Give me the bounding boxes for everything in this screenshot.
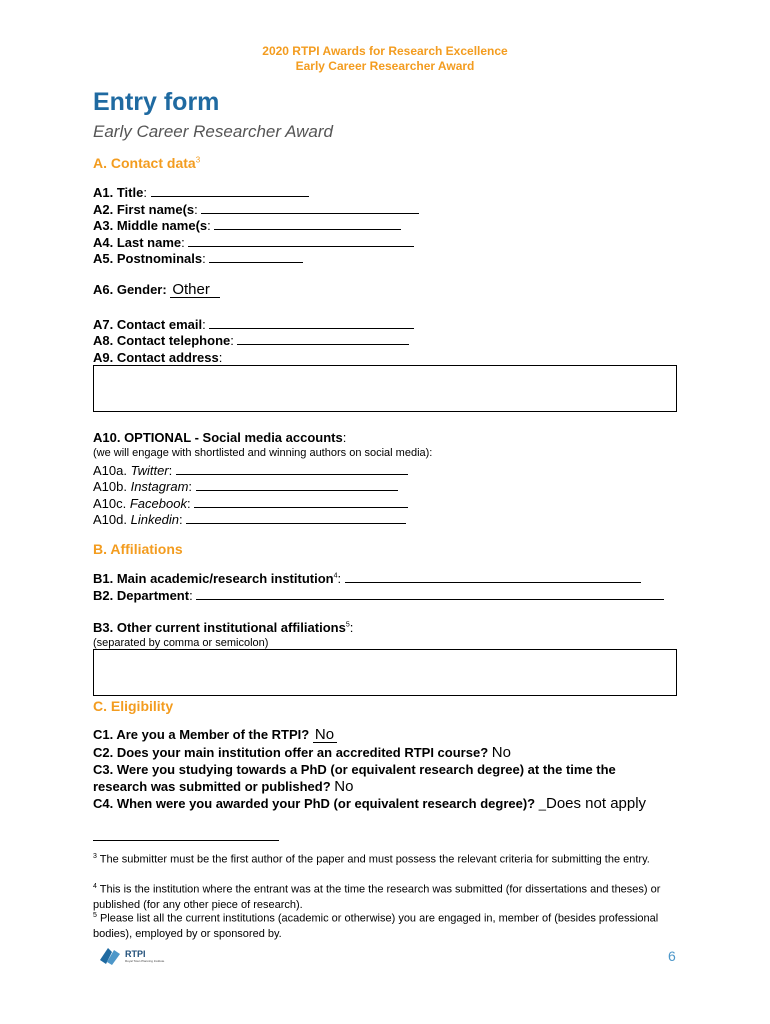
other-affiliations-textarea[interactable]	[93, 649, 677, 696]
field-a2-label: A2. First name(s	[93, 202, 195, 217]
field-b1-input[interactable]	[345, 571, 641, 583]
footnote-ref-5: 5	[345, 621, 350, 629]
field-a10c-prefix: A10c.	[93, 496, 130, 511]
footnote-3-number: 3	[93, 853, 97, 860]
field-c4-input[interactable]: Does not apply	[545, 795, 647, 812]
field-c1-label: C1. Are you a Member of the RTPI?	[93, 727, 310, 742]
contact-address-textarea[interactable]	[93, 365, 677, 412]
footnote-ref-4: 4	[333, 572, 338, 580]
footnote-3-text: The submitter must be the first author of the paper and must possess the relevant criteria for submitting the entry.	[99, 853, 650, 866]
field-a10b: A10b. Instagram:	[93, 479, 398, 494]
twitter-label: Twitter	[130, 463, 169, 478]
field-c4-label: C4. When were you awarded your PhD (or equivalent research degree)?	[93, 796, 536, 811]
footnote-divider	[93, 840, 279, 841]
page-subtitle: Early Career Researcher Award	[93, 122, 333, 141]
footnote-5	[93, 908, 693, 942]
field-b2-input[interactable]	[196, 588, 664, 600]
field-b2-label: B2. Department	[93, 588, 190, 603]
field-b1-label: B1. Main academic/research institution	[93, 571, 334, 586]
rtpi-logo-wordmark	[125, 950, 164, 963]
field-a7-label: A7. Contact email	[93, 317, 203, 332]
facebook-label: Facebook	[129, 496, 187, 511]
page-title: Entry form	[93, 88, 220, 116]
field-a6-input[interactable]: Other	[170, 283, 220, 298]
field-a10a-prefix: A10a.	[93, 463, 131, 478]
footnote-4-number: 4	[93, 883, 97, 890]
field-a4-input[interactable]	[188, 235, 414, 247]
field-a4-label: A4. Last name	[93, 235, 182, 250]
field-a8-label: A8. Contact telephone	[93, 333, 231, 348]
field-b2: B2. Department:	[93, 588, 664, 603]
field-a1-label: A1. Title	[93, 185, 144, 200]
linkedin-input[interactable]	[186, 512, 406, 524]
field-a9-label: A9. Contact address	[93, 350, 219, 365]
field-a7-input[interactable]	[209, 317, 414, 329]
field-a10b-prefix: A10b.	[93, 479, 131, 494]
field-a10a: A10a. Twitter:	[93, 463, 408, 478]
field-a1: A1. Title:	[93, 185, 309, 200]
field-c4-underscore: _	[538, 796, 546, 811]
footnote-5-number: 5	[93, 912, 97, 919]
field-a5: A5. Postnominals:	[93, 251, 303, 266]
field-c3-input[interactable]: No	[334, 778, 354, 795]
field-a1-input[interactable]	[151, 185, 309, 197]
field-a5-label: A5. Postnominals	[93, 251, 203, 266]
rtpi-logo	[98, 946, 164, 966]
field-a9: A9. Contact address:	[93, 350, 223, 365]
field-a10c: A10c. Facebook:	[93, 496, 408, 511]
instagram-label: Instagram	[130, 479, 189, 494]
field-c2-label: C2. Does your main institution offer an accredited RTPI course?	[93, 745, 489, 760]
facebook-input[interactable]	[194, 496, 408, 508]
linkedin-label: Linkedin	[130, 512, 180, 527]
footnote-ref-3: 3	[195, 155, 201, 165]
footnote-3	[93, 849, 693, 868]
header-line-2: Early Career Researcher Award	[295, 59, 475, 73]
field-a10: A10. OPTIONAL - Social media accounts:	[93, 430, 347, 445]
rtpi-logo-icon	[98, 946, 122, 966]
field-c1	[93, 727, 337, 743]
header-line-1: 2020 RTPI Awards for Research Excellence	[262, 44, 508, 58]
field-c3-label-line2: research was submitted or published?	[93, 779, 331, 794]
field-a8-input[interactable]	[237, 333, 409, 345]
field-b3: B3. Other current institutional affiliations$^5$:	[93, 620, 354, 635]
footnote-4-text: This is the institution where the entrant was at the time the research was submitted (for dissertations and theses) or published (for any other piece of research).	[93, 883, 661, 911]
rtpi-logo-text: RTPI	[125, 948, 146, 959]
field-a4: A4. Last name:	[93, 235, 414, 250]
field-c3	[93, 762, 616, 777]
field-a2-input[interactable]	[201, 202, 419, 214]
field-c2	[93, 744, 511, 761]
instagram-input[interactable]	[196, 479, 398, 491]
field-a3: A3. Middle name(s:	[93, 218, 401, 233]
field-a10-note: (we will engage with shortlisted and winning authors on social media):	[93, 447, 433, 459]
section-a-heading-text: A. Contact data	[93, 155, 196, 171]
field-c3-label-line1: C3. Were you studying towards a PhD (or equivalent research degree) at the time the	[93, 762, 616, 777]
field-b3-label: B3. Other current institutional affiliations	[93, 620, 346, 635]
field-a6	[93, 282, 220, 298]
twitter-input[interactable]	[176, 463, 408, 475]
field-a10-label: A10. OPTIONAL - Social media accounts	[93, 430, 343, 445]
field-c4	[93, 795, 646, 812]
field-a3-input[interactable]	[214, 218, 401, 230]
field-c3-line2	[93, 778, 353, 795]
field-b3-note: (separated by comma or semicolon)	[93, 637, 269, 649]
page-number: 6	[668, 948, 676, 964]
field-c2-input[interactable]: No	[491, 744, 511, 761]
field-a3-label: A3. Middle name(s	[93, 218, 208, 233]
footnote-5-text: Please list all the current institutions (academic or otherwise) you are engaged in, member of (besides professional bodies), employed by or sponsored by.	[93, 912, 659, 940]
field-c1-input[interactable]: No	[313, 728, 337, 743]
field-a5-input[interactable]	[209, 251, 303, 263]
rtpi-logo-subtext: Royal Town Planning Institute	[125, 958, 165, 963]
field-a2: A2. First name(s:	[93, 202, 419, 217]
field-a6-label: A6. Gender:	[93, 282, 167, 297]
section-c-heading: C. Eligibility	[93, 698, 174, 714]
field-a8: A8. Contact telephone:	[93, 333, 409, 348]
field-a10d: A10d. Linkedin:	[93, 512, 406, 527]
section-b-heading: B. Affiliations	[93, 541, 183, 557]
field-a10d-prefix: A10d.	[93, 512, 131, 527]
field-b1: B1. Main academic/research institution$^4$:	[93, 571, 641, 586]
field-a7: A7. Contact email:	[93, 317, 414, 332]
section-a-heading	[93, 155, 200, 171]
